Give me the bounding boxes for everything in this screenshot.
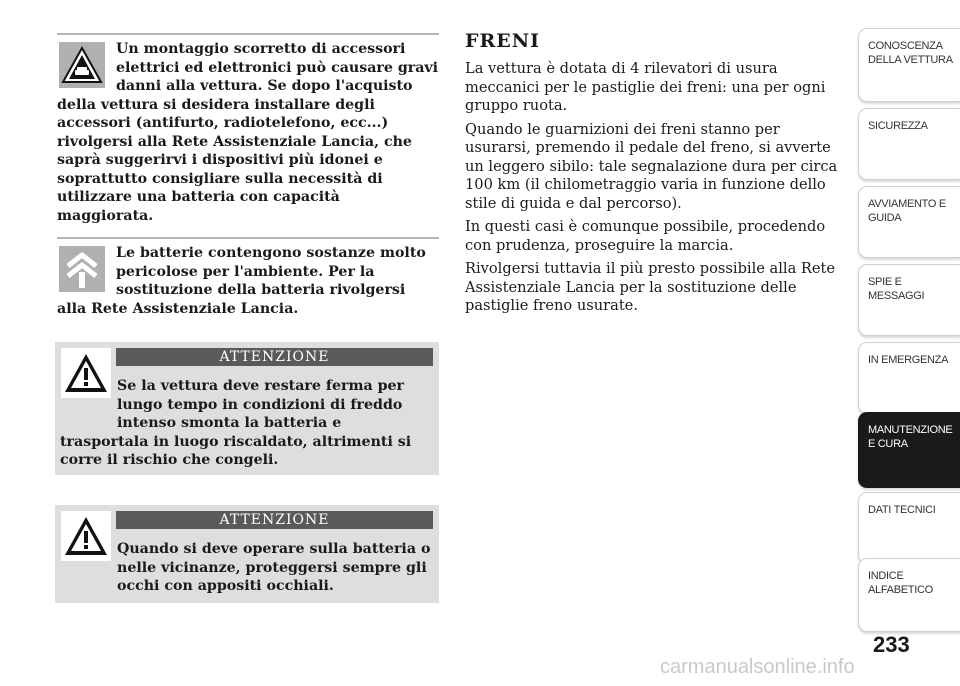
page-number: 233 — [873, 632, 910, 657]
warning-text: Quando si deve operare sulla batteria o nelle vicinanze, proteggersi sempre gli occhi con appositi occhiali. — [117, 541, 431, 594]
tab-label: CONOSCENZA DELLA VETTURA — [868, 40, 953, 66]
warning-label: ATTENZIONE — [116, 511, 433, 529]
section-paragraph: Rivolgersi tuttavia il più presto possibile alla Rete Assistenziale Lancia per la sostituzione delle pastiglie freno usurate. — [465, 260, 836, 314]
note-divider — [57, 33, 439, 35]
section-title: FRENI — [465, 30, 541, 52]
tab-label: IN EMERGENZA — [868, 354, 949, 366]
section-paragraph: In questi casi è comunque possibile, procedendo con prudenza, proseguire la marcia. — [465, 218, 826, 254]
warning-text-container — [60, 377, 431, 470]
tab-manutenzione[interactable] — [858, 412, 960, 488]
tab-label: MANUTENZIONE E CURA — [868, 424, 953, 450]
note-text: Le batterie contengono sostanze molto pericolose per l'ambiente. Per la sostituzione della batteria rivolgersi alla Rete Assistenziale Lancia. — [57, 245, 426, 317]
tab-spie[interactable] — [858, 264, 960, 336]
tab-label: AVVIAMENTO E GUIDA — [868, 198, 946, 224]
warning-text-container — [60, 540, 431, 596]
warning-label: ATTENZIONE — [116, 348, 433, 366]
warning-box-cold — [55, 342, 439, 475]
tab-emergenza[interactable] — [858, 342, 960, 414]
warning-text: Se la vettura deve restare ferma per lungo tempo in condizioni di freddo intenso smonta la batteria e trasportala in luogo riscaldato, altrimenti si corre il rischio che congeli. — [60, 378, 412, 468]
section-paragraph: La vettura è dotata di 4 rilevatori di usura meccanici per le pastiglie dei freni: una per ogni gruppo ruota. — [465, 60, 826, 114]
tab-label: INDICE ALFABETICO — [868, 570, 933, 596]
warning-box-eye-protection — [55, 505, 439, 603]
tab-sicurezza[interactable] — [858, 108, 960, 180]
note-divider — [57, 237, 439, 239]
watermark: carmanualsonline.info — [660, 656, 855, 678]
tab-dati-tecnici[interactable] — [858, 492, 960, 564]
environment-note — [57, 244, 439, 318]
tab-label: SPIE E MESSAGGI — [868, 276, 925, 302]
environment-icon — [57, 244, 107, 294]
car-warning-icon — [57, 40, 107, 90]
tab-label: DATI TECNICI — [868, 504, 936, 516]
tab-indice[interactable] — [858, 558, 960, 632]
note-text: Un montaggio scorretto di accessori elettrici ed elettronici può causare gravi danni alla vettura. Se dopo l'acquisto della vettura si desidera installare degli accessori (antifurto, radiotelefono, ecc...) rivolgersi alla Rete Assistenziale Lancia, che saprà suggerirvi i dispositivi più idonei e soprattutto consigliare sulla necessità di utilizzare una batteria con capacità maggiorata. — [57, 41, 439, 224]
brakes-section — [465, 30, 840, 321]
tab-avviamento[interactable] — [858, 186, 960, 258]
tab-label: SICUREZZA — [868, 120, 928, 132]
tab-conoscenza[interactable] — [858, 28, 960, 102]
section-paragraph: Quando le guarnizioni dei freni stanno per usurarsi, premendo il pedale del freno, si avverte un leggero sibilo: tale segnalazione dura per circa 100 km (il chilometraggio varia in funzione dello stile di guida e dal percorso). — [465, 120, 838, 212]
accessory-warning-note — [57, 40, 439, 225]
